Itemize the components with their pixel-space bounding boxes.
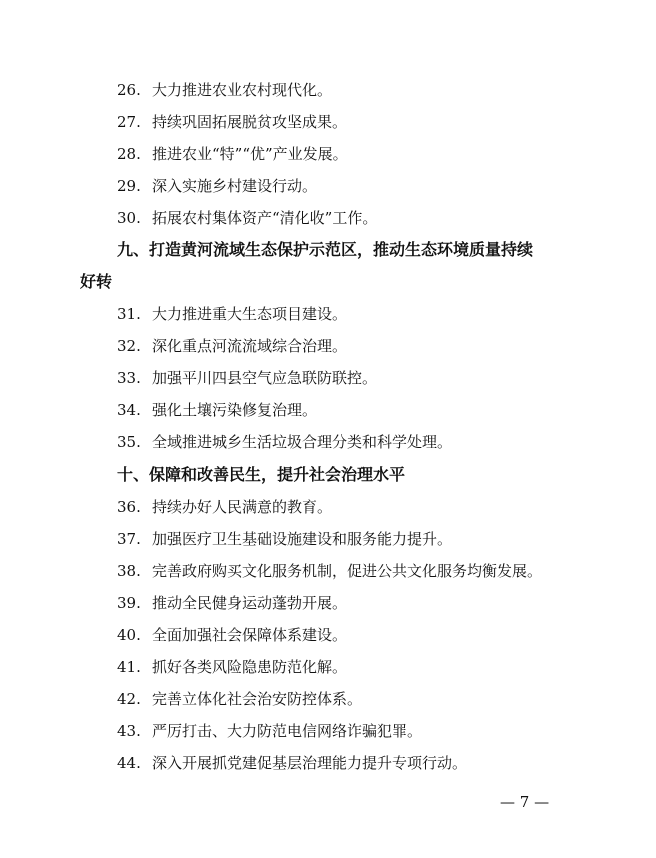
list-item [0,74,656,106]
item-number: 34. [117,401,141,419]
item-text: 拓展农村集体资产“清化收”工作。 [152,209,378,227]
list-item [0,394,656,426]
list-item [0,619,656,651]
item-text: 加强平川四县空气应急联防联控。 [152,369,378,387]
item-text: 加强医疗卫生基础设施建设和服务能力提升。 [152,530,453,548]
item-number: 28. [117,145,141,163]
list-item [0,106,656,138]
item-number: 31. [117,305,141,323]
item-number: 44. [117,754,141,772]
item-text: 持续办好人民满意的教育。 [152,498,333,516]
section-heading-ten [0,459,656,491]
item-text: 完善立体化社会治安防控体系。 [152,690,363,708]
item-text: 完善政府购买文化服务机制，促进公共文化服务均衡发展。 [152,562,543,580]
item-number: 38. [117,562,141,580]
item-number: 36. [117,498,141,516]
list-item [0,170,656,202]
item-number: 42. [117,690,141,708]
item-number: 43. [117,722,141,740]
section-heading-nine [0,234,656,266]
section-heading-nine-continued [0,266,656,298]
list-item [0,651,656,683]
item-text: 推动全民健身运动蓬勃开展。 [152,594,348,612]
section-heading-text: 九、打造黄河流域生态保护示范区，推动生态环境质量持续 [117,240,534,259]
list-item [0,715,656,747]
list-item [0,362,656,394]
item-number: 32. [117,337,141,355]
item-number: 39. [117,594,141,612]
list-item [0,683,656,715]
item-number: 29. [117,177,141,195]
item-number: 35. [117,433,141,451]
item-text: 持续巩固拓展脱贫攻坚成果。 [152,113,348,131]
list-item [0,330,656,362]
item-text: 推进农业“特”“优”产业发展。 [152,145,348,163]
list-item [0,523,656,555]
item-text: 深入实施乡村建设行动。 [152,177,318,195]
section-heading-text: 好转 [80,272,113,291]
item-number: 40. [117,626,141,644]
item-number: 27. [117,113,141,131]
list-item [0,138,656,170]
item-text: 抓好各类风险隐患防范化解。 [152,658,348,676]
list-item [0,587,656,619]
item-number: 26. [117,81,141,99]
item-text: 大力推进农业农村现代化。 [152,81,333,99]
list-item [0,298,656,330]
item-text: 严厉打击、大力防范电信网络诈骗犯罪。 [152,722,423,740]
section-heading-text: 十、保障和改善民生，提升社会治理水平 [117,465,406,484]
item-text: 大力推进重大生态项目建设。 [152,305,348,323]
item-text: 全面加强社会保障体系建设。 [152,626,348,644]
item-text: 深化重点河流流域综合治理。 [152,337,348,355]
item-number: 30. [117,209,141,227]
item-number: 41. [117,658,141,676]
item-text: 深入开展抓党建促基层治理能力提升专项行动。 [152,754,468,772]
item-text: 强化土壤污染修复治理。 [152,401,318,419]
list-item [0,555,656,587]
item-number: 37. [117,530,141,548]
page-number: — 7 — [500,793,550,811]
list-item [0,491,656,523]
item-number: 33. [117,369,141,387]
list-item [0,426,656,458]
item-text: 全域推进城乡生活垃圾合理分类和科学处理。 [152,433,453,451]
list-item [0,747,656,779]
list-item [0,202,656,234]
